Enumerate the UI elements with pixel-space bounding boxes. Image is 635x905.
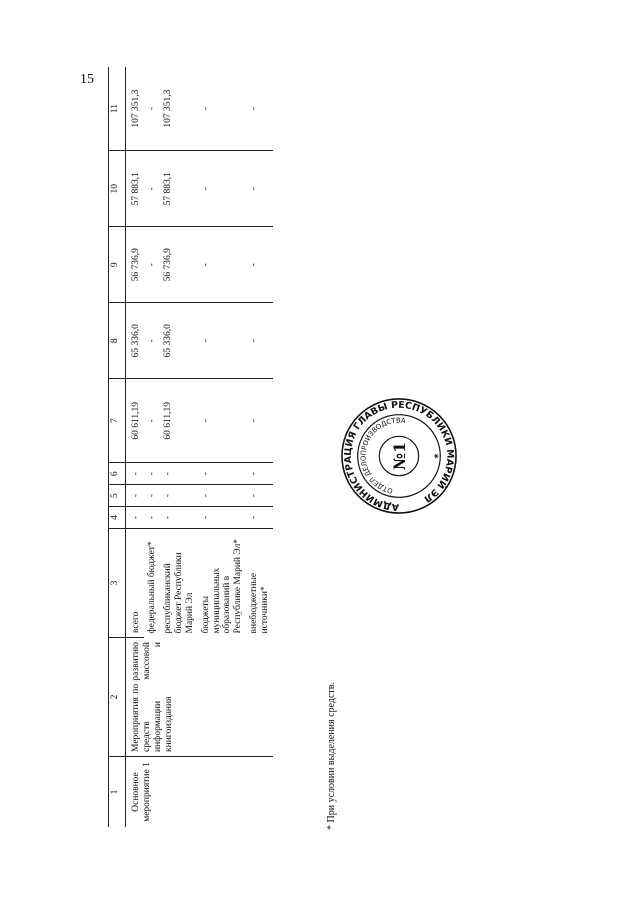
- value-cell: -: [144, 151, 160, 227]
- stamp-star-icon: ✶: [432, 452, 443, 460]
- value-cell: -: [198, 379, 247, 463]
- value-cell: -: [126, 485, 144, 507]
- value-cell: -: [246, 67, 273, 151]
- page-number: 15: [80, 72, 94, 87]
- col-header-8: 8: [109, 303, 126, 379]
- value-cell: 107 351,3: [160, 67, 198, 151]
- col-header-3: 3: [109, 529, 126, 638]
- col-header-6: 6: [109, 463, 126, 485]
- value-cell: -: [246, 379, 273, 463]
- value-cell: -: [144, 227, 160, 303]
- value-cell: -: [246, 485, 273, 507]
- source-cell: всего: [126, 529, 144, 638]
- value-cell: -: [198, 227, 247, 303]
- table-row: [126, 67, 144, 827]
- value-cell: -: [144, 379, 160, 463]
- source-cell: федеральный бюджет*: [146, 541, 157, 634]
- value-cell: 107 351,3: [126, 67, 144, 151]
- value-cell: 57 883,1: [160, 151, 198, 227]
- value-cell: -: [246, 507, 273, 529]
- activity-description: Мероприятия по развитию средств массовой информации и книгоиздания: [126, 638, 274, 757]
- col-header-9: 9: [109, 227, 126, 303]
- value-cell: -: [198, 151, 247, 227]
- value-cell: -: [198, 485, 247, 507]
- col-header-1: 1: [109, 757, 126, 828]
- rotated-table-container: [108, 67, 318, 827]
- stamp-outer-text: АДМИНИСТРАЦИЯ ГЛАВЫ РЕСПУБЛИКИ МАРИЙ ЭЛ: [342, 399, 456, 513]
- value-cell: -: [198, 303, 247, 379]
- value-cell: -: [144, 463, 160, 485]
- source-cell: республиканский бюджет Республики Марий Эл: [162, 552, 195, 634]
- value-cell: -: [246, 463, 273, 485]
- value-cell: -: [198, 67, 247, 151]
- col-header-2: 2: [109, 638, 126, 757]
- value-cell: -: [144, 485, 160, 507]
- col-header-11: 11: [109, 67, 126, 151]
- col-header-5: 5: [109, 485, 126, 507]
- activity-label: Основное мероприятие 1: [131, 762, 152, 822]
- stamp-inner-text: ОТДЕЛ ДЕЛОПРОИЗВОДСТВА: [359, 416, 407, 495]
- value-cell: -: [144, 303, 160, 379]
- stamp-center-number: №1: [389, 441, 409, 471]
- value-cell: -: [198, 463, 247, 485]
- footnote: * При условии выделения средств.: [326, 682, 337, 830]
- value-cell: 65 336,0: [160, 303, 198, 379]
- col-header-4: 4: [109, 507, 126, 529]
- value-cell: 56 736,9: [126, 227, 144, 303]
- value-cell: -: [126, 463, 144, 485]
- value-cell: -: [144, 67, 160, 151]
- value-cell: 56 736,9: [160, 227, 198, 303]
- col-header-7: 7: [109, 379, 126, 463]
- value-cell: -: [198, 507, 247, 529]
- value-cell: -: [246, 227, 273, 303]
- funding-table: [108, 67, 273, 827]
- value-cell: -: [160, 485, 198, 507]
- column-number-row: [109, 67, 126, 827]
- value-cell: -: [160, 507, 198, 529]
- value-cell: 60 611,19: [160, 379, 198, 463]
- source-cell: бюджеты муниципальных образований в Республике Марий Эл*: [200, 538, 244, 634]
- value-cell: -: [160, 463, 198, 485]
- value-cell: -: [126, 507, 144, 529]
- value-cell: 60 611,19: [126, 379, 144, 463]
- value-cell: 65 336,0: [126, 303, 144, 379]
- source-cell: внебюджетные источники*: [249, 572, 271, 634]
- official-stamp: [340, 397, 458, 515]
- value-cell: 57 883,1: [126, 151, 144, 227]
- stamp-seal-icon: [340, 397, 458, 515]
- col-header-10: 10: [109, 151, 126, 227]
- value-cell: -: [246, 151, 273, 227]
- value-cell: -: [246, 303, 273, 379]
- value-cell: -: [144, 507, 160, 529]
